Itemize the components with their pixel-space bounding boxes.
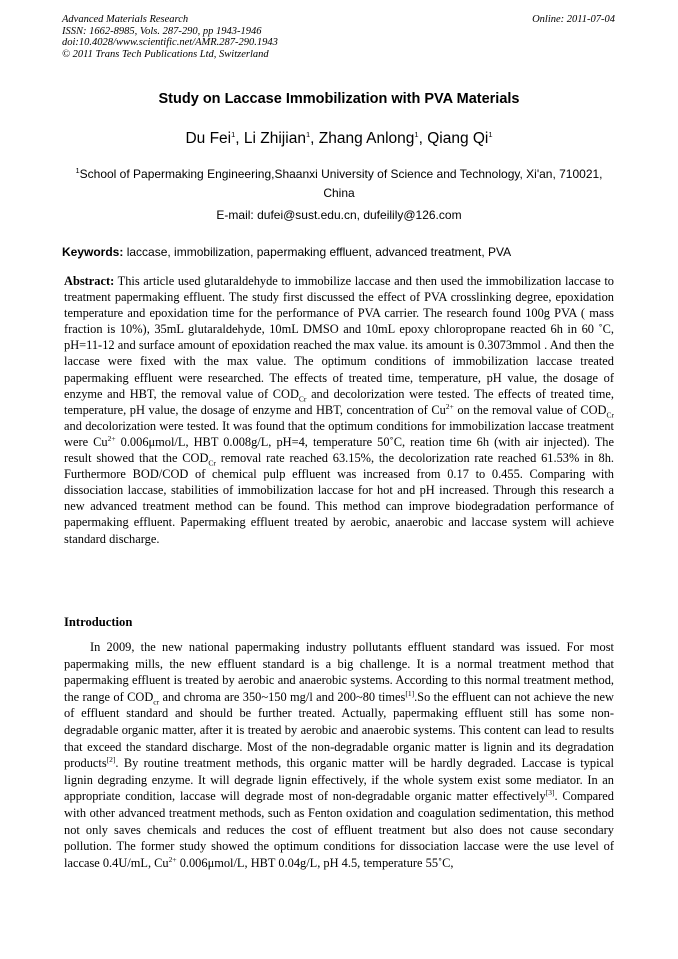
online-date: Online: 2011-07-04 [532, 14, 615, 25]
citation-ref: [3] [545, 788, 555, 798]
author-aff-mark: 1 [231, 129, 236, 139]
intro-text: . Compared with other advanced treatment methods, such as Fenton oxidation and coagulation sedimentation, this method not only saves chemicals and reduces the cost of effluent treatment but also does not cause secondary pollution. The former study showed the optimum conditions for dissociation laccase were the use level of laccase 0.4U/mL, Cu [64, 789, 614, 870]
superscript: 2+ [168, 854, 177, 864]
section-heading-introduction: Introduction [64, 615, 133, 629]
paper-title: Study on Laccase Immobilization with PVA Materials [158, 91, 520, 107]
intro-text: and chroma are 350~150 mg/l and 200~80 times [159, 689, 406, 704]
keywords-text: laccase, immobilization, papermaking effluent, advanced treatment, PVA [126, 245, 512, 259]
author-aff-mark: 1 [305, 129, 311, 139]
author-aff-mark: 1 [488, 129, 493, 139]
abstract-text: This article used glutaraldehyde to immobilize laccase and then used the immobilization laccase to treatment papermaking effluent. The study first discussed the effect of PVA crosslinking degree, epoxidation temperature and epoxidation time for the performance of PVA carrier. The research found 100g PVA ( mass fraction is 10%), 35mL glutaraldehyde, 10mL DMSO and 10mL epoxy chloropropane reacted 6h in 60 ˚C, pH=11-12 and surface amount of epoxidation reached the max value. its amount is 0.3073mmol . And then the laccase were fixed with the max value. The optimum conditions of immobilization laccase treated papermaking effluent were researched. The effects of treated time, temperature, pH value, the dosage of enzyme and HBT, the removal value of COD [64, 274, 615, 401]
subscript: Cr [606, 410, 614, 420]
author-name: Li Zhijian [243, 130, 306, 147]
issn-line: ISSN: 1662-8985, Vols. 287-290, pp 1943-1946 [62, 25, 262, 37]
affiliation [62, 165, 616, 203]
author-aff-mark: 1 [414, 129, 419, 139]
superscript: 2+ [445, 401, 454, 411]
abstract-text: and decolorization were tested. The effects of treated time, temperature, pH value, the dosage of enzyme and HBT, concentration of Cu [64, 386, 614, 417]
intro-text: . By routine treatment methods, this organic matter will be hardly degraded. Laccase is typical lignin degrading enzyme. It will degrade lignin effectively, if the whole system exist some mediator. In an appropriate condition, laccase will degrade most of non-degradable organic matter effectively [64, 756, 614, 804]
email-line: E-mail: dufei@sust.edu.cn, dufeilily@126.com [216, 208, 462, 222]
journal-header [62, 14, 278, 60]
author-name: Du Fei [185, 130, 232, 147]
author-list: Du Fei$^1$, Li Zhijian$^1$, Zhang Anlong$^1$, Qiang Qi$^1$ [185, 129, 493, 147]
intro-text: .So the effluent can not achieve the new of effluent standard and should be further treated. Actually, papermaking effluent still has some non-degradable organic matter, after it is treated by aerobic and anaerobic systems. This content can lead to results that exceed the standard discharge. Most of the non-degradable organic matter is lignin and its degradation products [64, 689, 614, 771]
abstract [64, 273, 614, 547]
affiliation-mark: 1 [75, 166, 80, 175]
abstract-text: 0.006μmol/L, HBT 0.008g/L, pH=4, temperature 50˚C, reation time 6h (with air injected). The result showed that the COD [64, 434, 614, 466]
abstract-text: removal rate reached 63.15%, the decolorization rate reached 61.53% in 8h. Furthermore BOD/COD of chemical pulp effluent was increased from 0.17 to 0.455. Comparing with dissociation laccase, stabilities of immobilization laccase for hot and pH increased. Through this research a new advanced treatment method can be found. This method can improve biodegradation performance of papermaking effluent. Papermaking effluent treated by aerobic, anaerobic and laccase system will achieve standard discharge. [64, 451, 614, 546]
abstract-label: Abstract: [64, 274, 115, 288]
doi-line: doi:10.4028/www.scientific.net/AMR.287-290.1943 [62, 37, 278, 49]
affiliation-text: School of Papermaking Engineering,Shaanxi University of Science and Technology, Xi'an, 710021, China [79, 167, 603, 200]
superscript: 2+ [107, 433, 116, 443]
abstract-text: and decolorization were tested. It was found that the optimum conditions for immobilization laccase treatment were Cu [64, 418, 614, 449]
subscript: Cr [298, 394, 307, 404]
subscript: Cr [208, 458, 216, 468]
author-name: Zhang Anlong [318, 130, 415, 147]
introduction-paragraph [64, 639, 614, 871]
keywords-label: Keywords: [62, 245, 124, 259]
journal-name: Advanced Materials Research [62, 14, 189, 25]
abstract-text: on the removal value of COD [453, 402, 607, 417]
citation-ref: [1] [405, 688, 415, 698]
intro-text: 0.006μmol/L, HBT 0.04g/L, pH 4.5, temperature 55˚C, [176, 855, 454, 870]
author-name: Qiang Qi [427, 130, 489, 147]
subscript: cr [153, 697, 160, 707]
citation-ref: [2] [106, 755, 116, 765]
keywords-line [62, 245, 616, 259]
intro-text: In 2009, the new national papermaking industry pollutants effluent standard was issued. For most papermaking mills, the new effluent standard is a big challenge. It is a normal treatment method that papermaking effluent is treated by aerobic and anaerobic systems. According to this normal treatment method, the range of COD [64, 640, 614, 704]
copyright-line: © 2011 Trans Tech Publications Ltd, Switzerland [62, 48, 269, 60]
